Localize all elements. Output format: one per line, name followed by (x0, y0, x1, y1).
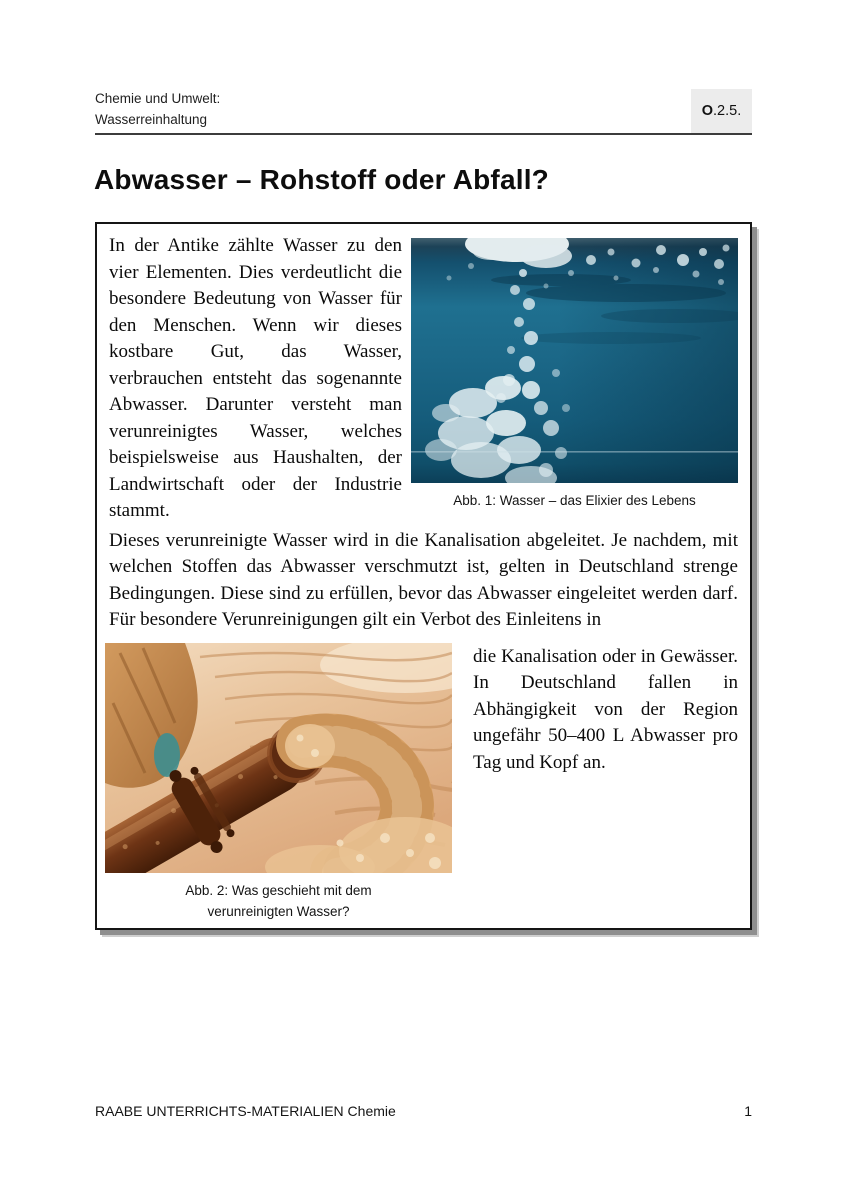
page-footer (95, 1103, 752, 1119)
header-divider (95, 133, 752, 135)
header-topic (95, 88, 220, 130)
chapter-code-number: .2.5. (713, 103, 742, 119)
page-title: Abwasser – Rohstoff oder Abfall? (94, 164, 549, 195)
figure-2-caption-line1: Abb. 2: Was geschieht mit dem (185, 882, 372, 898)
header-topic-line1: Chemie und Umwelt: (95, 91, 221, 106)
body-paragraph: Dieses verunreinigte Wasser wird in die Kanalisation abgeleitet. Je nachdem, mit welchen Stoffen das Abwasser verschmutzt ist, gelten in Deutschland strenge Bedingungen. Diese sind zu erfüllen, bevor das Abwasser eingeleitet werden darf. Für besondere Verunreinigungen gilt ein Verbot des Einleitens in (109, 529, 738, 630)
side-paragraph: die Kanalisation oder in Gewässer. In Deutschland fallen in Abhängigkeit von der Region ungefähr 50–400 L Abwasser pro Tag und Kopf an. (473, 645, 738, 773)
content-box (95, 222, 752, 930)
footer-series-label: RAABE UNTERRICHTS-MATERIALIEN Chemie (95, 1103, 396, 1119)
chapter-code-letter: O (701, 103, 714, 119)
underwater-photo (411, 238, 738, 483)
figure-2-caption (105, 880, 452, 922)
chapter-code-badge (691, 89, 752, 133)
figure-1-caption: Abb. 1: Wasser – das Elixier des Lebens (453, 493, 696, 508)
header-topic-line2: Wasserreinhaltung (95, 112, 208, 127)
figure-1 (411, 238, 738, 511)
page-number: 1 (744, 1103, 752, 1119)
intro-paragraph: In der Antike zählte Wasser zu den vier Elementen. Dies verdeutlicht die besondere Bedeutung von Wasser für den Menschen. Wenn wir dieses kostbare Gut, das Wasser, verbrauchen entsteht das sogenannte Abwasser. Darunter versteht man verunreinigtes Wasser, welches beispielsweise aus Haushalten, der Landwirtschaft oder der Industrie stammt. (109, 235, 402, 521)
figure-2 (105, 643, 452, 922)
figure-2-caption-line2: verunreinigten Wasser? (207, 903, 350, 919)
pipe-discharge-photo (105, 643, 452, 873)
